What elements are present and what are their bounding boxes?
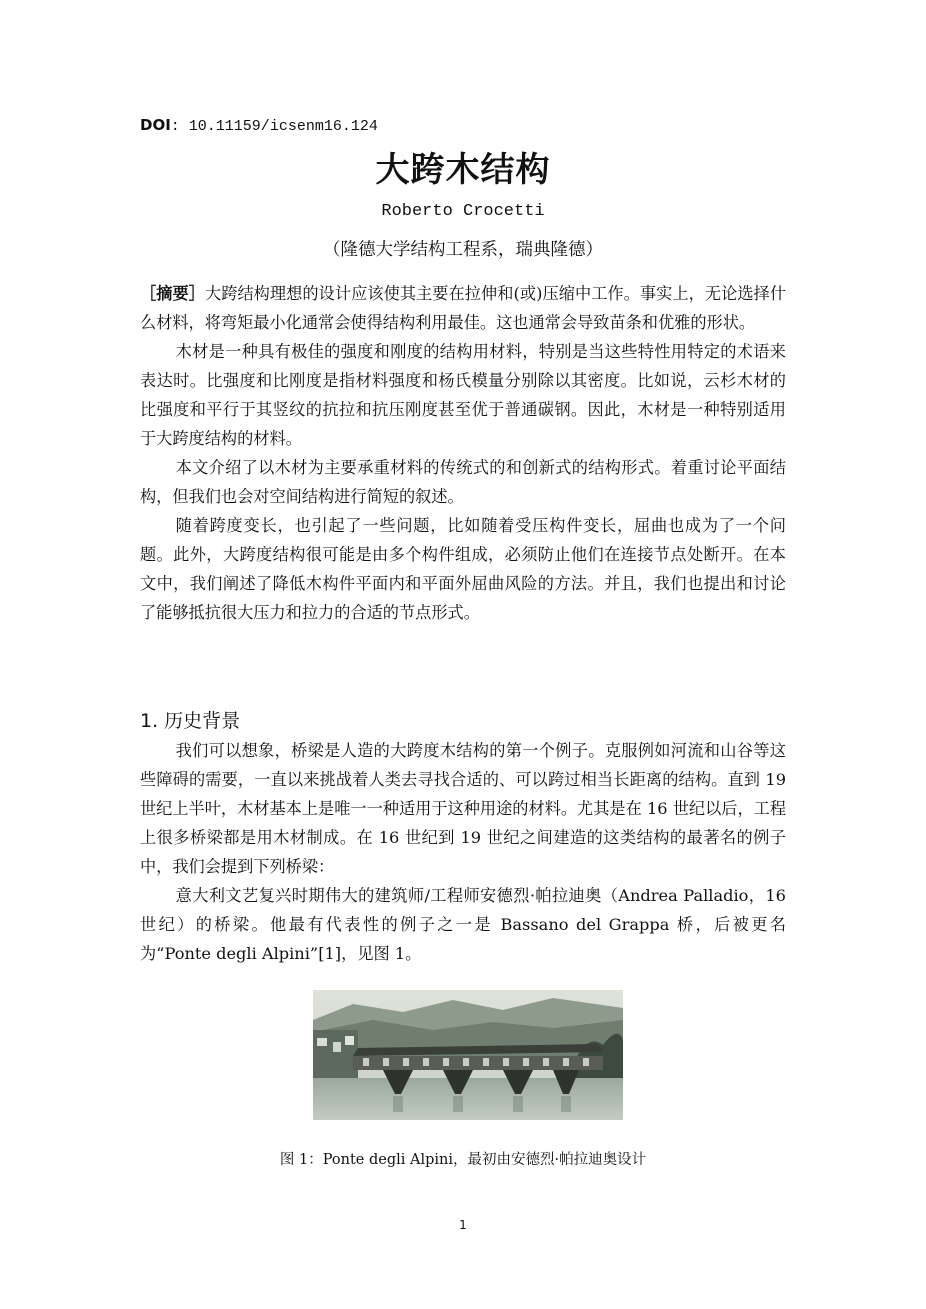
abstract-paragraph: 本文介绍了以木材为主要承重材料的传统式的和创新式的结构形式。着重讨论平面结构，但我们也会对空间结构进行简短的叙述。 xyxy=(140,458,786,506)
section-body xyxy=(140,736,786,968)
paper-title: 大跨木结构 xyxy=(375,150,551,190)
abstract-label: ［摘要］ xyxy=(140,284,205,303)
abstract-paragraph: 木材是一种具有极佳的强度和刚度的结构用材料，特别是当这些特性用特定的术语来表达时。比强度和比刚度是指材料强度和杨氏模量分别除以其密度。比如说，云杉木材的比强度和平行于其竖纹的抗拉和抗压刚度甚至优于普通碳钢。因此，木材是一种特别适用于大跨度结构的材料。 xyxy=(140,342,786,448)
doi-label: DOI xyxy=(140,116,171,134)
bridge-photo-image xyxy=(313,990,623,1120)
figure-caption: 图 1：Ponte degli Alpini，最初由安德烈·帕拉迪奥设计 xyxy=(279,1152,647,1168)
bridge-photo xyxy=(313,990,623,1120)
section-heading: 1. 历史背景 xyxy=(140,710,241,732)
body-paragraph: 我们可以想象，桥梁是人造的大跨度木结构的第一个例子。克服例如河流和山谷等这些障碍的需要，一直以来挑战着人类去寻找合适的、可以跨过相当长距离的结构。直到 19 世纪上半叶，木材基本上是唯一一种适用于这种用途的材料。尤其是在 16 世纪以后，工程上很多桥梁都是用木材制成。在 16 世纪到 19 世纪之间建造的这类结构的最著名的例子中，我们会提到下列桥梁： xyxy=(140,741,787,876)
body-paragraph: 意大利文艺复兴时期伟大的建筑师/工程师安德烈·帕拉迪奥（Andrea Palladio，16 世纪）的桥梁。他最有代表性的例子之一是 Bassano del Grappa 桥，后被更名为“Ponte degli Alpini”[1]，见图 1。 xyxy=(140,886,786,963)
abstract-text: 大跨结构理想的设计应该使其主要在拉伸和(或)压缩中工作。事实上，无论选择什么材料，将弯矩最小化通常会使得结构利用最佳。这也通常会导致苗条和优雅的形状。 xyxy=(140,284,787,332)
doi-line xyxy=(140,116,378,135)
abstract-paragraph: 随着跨度变长，也引起了一些问题，比如随着受压构件变长，屈曲也成为了一个问题。此外，大跨度结构很可能是由多个构件组成，必须防止他们在连接节点处断开。在本文中，我们阐述了降低木构件平面内和平面外屈曲风险的方法。并且，我们也提出和讨论了能够抵抗很大压力和拉力的合适的节点形式。 xyxy=(140,516,786,622)
author-affiliation: （隆德大学结构工程系，瑞典隆德） xyxy=(323,240,603,260)
doi-value: : 10.11159/icsenm16.124 xyxy=(170,118,378,135)
page-number: 1 xyxy=(459,1218,467,1232)
abstract xyxy=(140,279,786,627)
abstract-paragraph xyxy=(140,279,786,337)
author-name: Roberto Crocetti xyxy=(381,202,545,221)
